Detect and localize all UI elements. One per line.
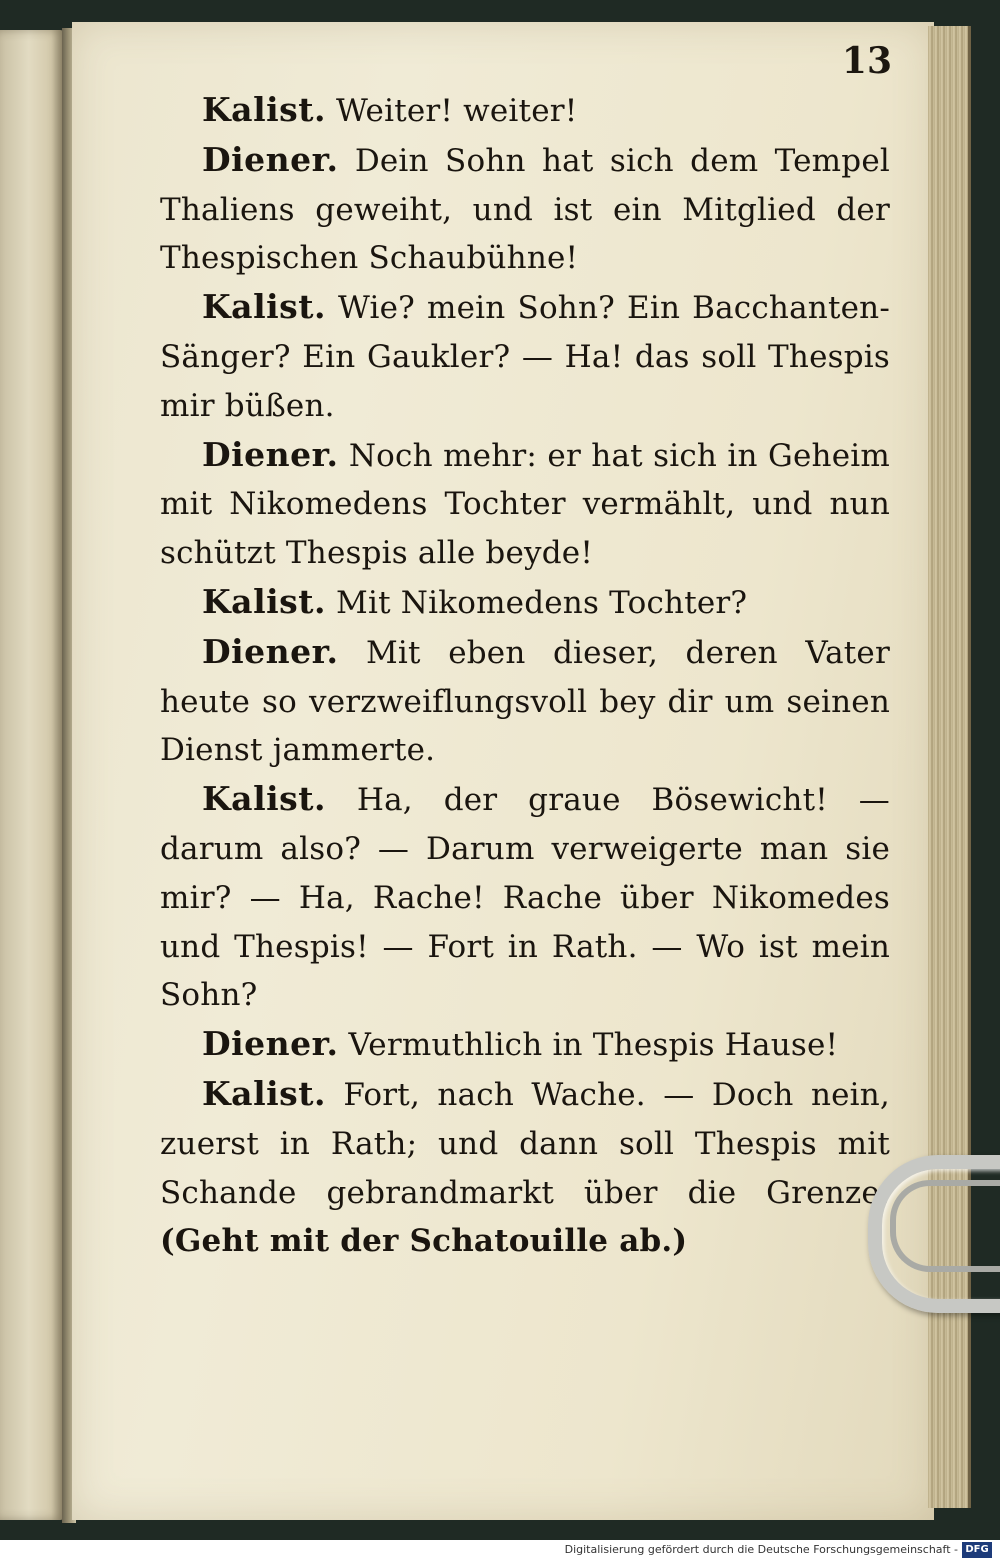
dialogue-paragraph (160, 86, 890, 136)
dialogue-paragraph (160, 431, 890, 578)
speech-text: Weiter! weiter! (336, 93, 578, 129)
speaker-name: Diener. (202, 434, 339, 474)
funding-credit: Digitalisierung gefördert durch die Deutsche Forschungsgemeinschaft - (564, 1543, 958, 1556)
speaker-name: Kalist. (202, 287, 326, 327)
page-number: 13 (841, 40, 892, 82)
dialogue-paragraph (160, 628, 890, 775)
speech-text: Fort, nach Wache. — Doch nein, zuerst in Rath; und dann soll Thespis mit Schande gebrandmarkt über die Grenze. (160, 1076, 890, 1211)
speech-text: Mit eben dieser, deren Vater heute so verzweiflungsvoll bey dir um seinen Dienst jammerte. (160, 634, 890, 769)
speech-text: Dein Sohn hat sich dem Tempel Thaliens geweiht, und ist ein Mitglied der Thespischen Schaubühne! (160, 142, 890, 277)
dialogue-paragraph (160, 136, 890, 283)
dialogue-paragraph (160, 1020, 890, 1070)
dialogue-paragraph (160, 1070, 890, 1266)
speech-text: Noch mehr: er hat sich in Geheim mit Nikomedens Tochter vermählt, und nun schützt Thespis alle beyde! (160, 437, 890, 572)
speech-text: Vermuthlich in Thespis Hause! (348, 1027, 839, 1064)
left-page-edge (0, 30, 64, 1520)
stage-direction: (Geht mit der Schatouille ab.) (160, 1223, 688, 1260)
speech-text: Wie? mein Sohn? Ein Bacchanten-Sänger? Ein Gaukler? — Ha! das soll Thespis mir büßen. (160, 290, 890, 424)
speaker-name: Diener. (202, 631, 339, 671)
speaker-name: Kalist. (202, 581, 326, 621)
speaker-name: Kalist. (202, 779, 326, 819)
speaker-name: Diener. (202, 1024, 339, 1064)
speaker-name: Kalist. (202, 90, 326, 129)
dialogue-paragraph (160, 578, 890, 628)
speech-text: Mit Nikomedens Tochter? (336, 584, 748, 621)
paper-clip-inner-loop (890, 1180, 1000, 1272)
dialogue-paragraph (160, 283, 890, 430)
speaker-name: Diener. (202, 139, 339, 179)
dfg-logo: DFG (962, 1542, 992, 1558)
dialogue-paragraph (160, 775, 890, 1020)
dialogue-text (160, 86, 890, 1266)
speaker-name: Kalist. (202, 1073, 326, 1113)
speech-text: Ha, der graue Bösewicht! — darum also? — Darum verweigerte man sie mir? — Ha, Rache! Rache über Nikomedes und Thespis! — Fort in Rath. — Wo ist mein Sohn? (160, 782, 890, 1014)
